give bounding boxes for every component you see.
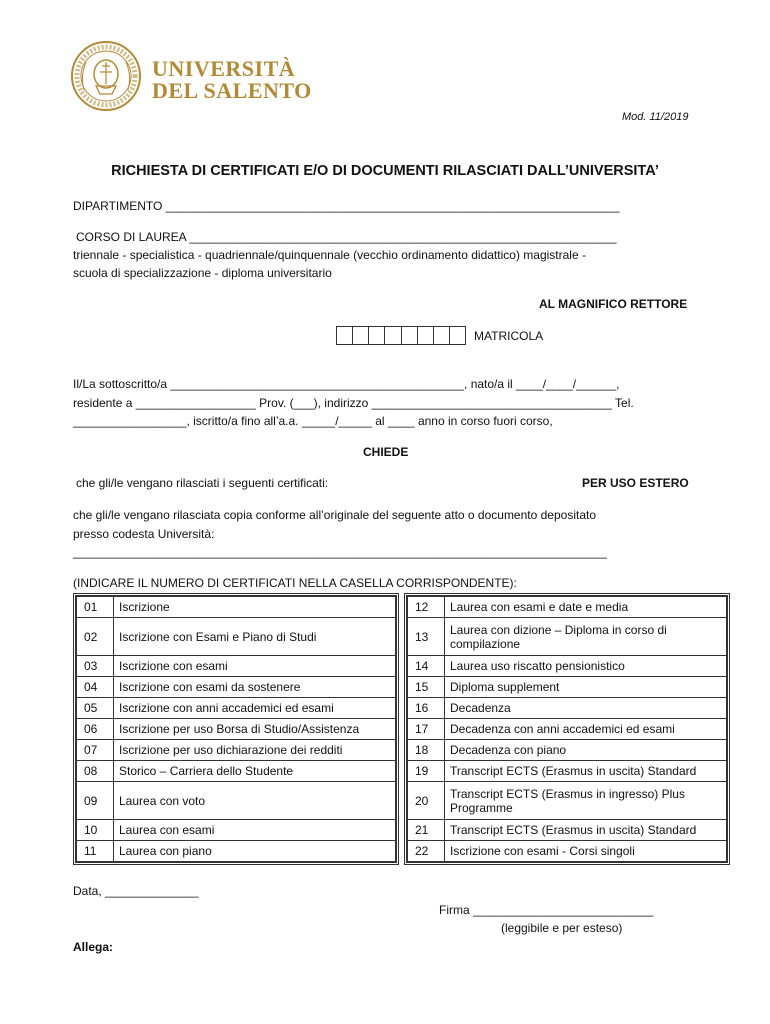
certificate-number[interactable]: 02 bbox=[77, 618, 114, 656]
certificate-label: Iscrizione con esami bbox=[114, 656, 396, 677]
matricola-input[interactable] bbox=[336, 326, 466, 345]
signature-field[interactable]: Firma ___________________________ bbox=[439, 903, 654, 917]
certificate-label: Laurea con dizione – Diploma in corso di compilazione bbox=[445, 618, 727, 656]
certificate-row[interactable] bbox=[77, 719, 396, 740]
certificate-number[interactable]: 05 bbox=[77, 698, 114, 719]
certificate-label: Decadenza con piano bbox=[445, 740, 727, 761]
certificate-label: Transcript ECTS (Erasmus in ingresso) Plus Programme bbox=[445, 782, 727, 820]
certificate-number[interactable]: 09 bbox=[77, 782, 114, 820]
university-name-line2: DEL SALENTO bbox=[152, 78, 312, 103]
certificate-number[interactable]: 22 bbox=[408, 841, 445, 862]
university-seal-icon bbox=[70, 40, 142, 112]
certificate-row[interactable] bbox=[408, 740, 727, 761]
certificate-label: Iscrizione bbox=[114, 597, 396, 618]
attachments-label: Allega: bbox=[73, 940, 114, 954]
certificate-number[interactable]: 18 bbox=[408, 740, 445, 761]
certificate-number[interactable]: 04 bbox=[77, 677, 114, 698]
certificate-row[interactable] bbox=[77, 618, 396, 656]
certificate-label: Transcript ECTS (Erasmus in uscita) Standard bbox=[445, 820, 727, 841]
certificate-row[interactable] bbox=[408, 820, 727, 841]
certificate-row[interactable] bbox=[77, 677, 396, 698]
applicant-line1[interactable]: Il/La sottoscritto/a ____________________________________________, nato/a il ____/____/______, bbox=[73, 377, 620, 391]
certificate-label: Diploma supplement bbox=[445, 677, 727, 698]
certificate-label: Iscrizione con esami - Corsi singoli bbox=[445, 841, 727, 862]
certificate-label: Iscrizione con anni accademici ed esami bbox=[114, 698, 396, 719]
university-name-line1: UNIVERSITÀ bbox=[152, 56, 296, 81]
certificate-row[interactable] bbox=[77, 782, 396, 820]
certificate-number[interactable]: 20 bbox=[408, 782, 445, 820]
certificate-row[interactable] bbox=[408, 719, 727, 740]
corso-field[interactable]: CORSO DI LAUREA ________________________________________________________________ bbox=[76, 230, 617, 244]
signature-note: (leggibile e per esteso) bbox=[501, 921, 623, 935]
certificate-row[interactable] bbox=[408, 698, 727, 719]
certificate-label: Laurea uso riscatto pensionistico bbox=[445, 656, 727, 677]
certificate-number[interactable]: 12 bbox=[408, 597, 445, 618]
certificate-row[interactable] bbox=[77, 841, 396, 862]
certificates-table-left bbox=[73, 593, 399, 865]
certificate-label: Laurea con esami bbox=[114, 820, 396, 841]
certificate-number[interactable]: 08 bbox=[77, 761, 114, 782]
matricola-label: MATRICOLA bbox=[474, 329, 544, 343]
certificate-label: Iscrizione con esami da sostenere bbox=[114, 677, 396, 698]
copy-document-field[interactable]: ________________________________________________________________________________ bbox=[73, 545, 607, 559]
certificate-number[interactable]: 16 bbox=[408, 698, 445, 719]
applicant-line2[interactable]: residente a __________________ Prov. (___), indirizzo ____________________________________ Tel. bbox=[73, 396, 634, 410]
copy-request-line1: che gli/le vengano rilasciata copia conforme all’originale del seguente atto o documento depositato bbox=[73, 508, 597, 522]
certificate-row[interactable] bbox=[408, 761, 727, 782]
certificate-number[interactable]: 17 bbox=[408, 719, 445, 740]
certificate-label: Laurea con voto bbox=[114, 782, 396, 820]
certificate-row[interactable] bbox=[77, 820, 396, 841]
certificate-number[interactable]: 14 bbox=[408, 656, 445, 677]
certificate-row[interactable] bbox=[77, 597, 396, 618]
certificate-label: Iscrizione con Esami e Piano di Studi bbox=[114, 618, 396, 656]
foreign-use-label: PER USO ESTERO bbox=[582, 476, 689, 490]
chiede-heading: CHIEDE bbox=[363, 445, 409, 459]
certificate-number[interactable]: 01 bbox=[77, 597, 114, 618]
certificate-label: Iscrizione per uso Borsa di Studio/Assistenza bbox=[114, 719, 396, 740]
certificate-number[interactable]: 19 bbox=[408, 761, 445, 782]
certificate-number[interactable]: 07 bbox=[77, 740, 114, 761]
certificate-label: Decadenza con anni accademici ed esami bbox=[445, 719, 727, 740]
module-code: Mod. 11/2019 bbox=[622, 111, 689, 123]
request-line: che gli/le vengano rilasciati i seguenti certificati: bbox=[76, 476, 329, 490]
course-types-line1: triennale - specialistica - quadriennale/quinquennale (vecchio ordinamento didattico) magistrale - bbox=[73, 248, 586, 262]
course-types-line2: scuola di specializzazione - diploma universitario bbox=[73, 266, 332, 280]
certificate-number[interactable]: 11 bbox=[77, 841, 114, 862]
certificate-label: Decadenza bbox=[445, 698, 727, 719]
certificate-number[interactable]: 06 bbox=[77, 719, 114, 740]
certificate-number[interactable]: 15 bbox=[408, 677, 445, 698]
dipartimento-field[interactable]: DIPARTIMENTO ____________________________________________________________________ bbox=[73, 199, 620, 213]
certificate-row[interactable] bbox=[77, 740, 396, 761]
certificate-number[interactable]: 13 bbox=[408, 618, 445, 656]
certificate-row[interactable] bbox=[408, 597, 727, 618]
certificate-row[interactable] bbox=[77, 761, 396, 782]
certificate-label: Iscrizione per uso dichiarazione dei redditi bbox=[114, 740, 396, 761]
certificate-label: Laurea con esami e date e media bbox=[445, 597, 727, 618]
applicant-line3[interactable]: _________________, iscritto/a fino all’a.a. _____/_____ al ____ anno in corso fuori corso, bbox=[73, 414, 553, 428]
certificate-row[interactable] bbox=[408, 841, 727, 862]
certificate-number[interactable]: 10 bbox=[77, 820, 114, 841]
certificate-row[interactable] bbox=[77, 656, 396, 677]
form-title: RICHIESTA DI CERTIFICATI E/O DI DOCUMENTI RILASCIATI DALL’UNIVERSITA’ bbox=[111, 163, 659, 179]
certificate-number[interactable]: 21 bbox=[408, 820, 445, 841]
copy-request-line2: presso codesta Università: bbox=[73, 527, 215, 541]
certificate-label: Laurea con piano bbox=[114, 841, 396, 862]
certificate-row[interactable] bbox=[408, 677, 727, 698]
certificate-row[interactable] bbox=[77, 698, 396, 719]
certificate-row[interactable] bbox=[408, 782, 727, 820]
certificate-label: Transcript ECTS (Erasmus in uscita) Standard bbox=[445, 761, 727, 782]
certificate-row[interactable] bbox=[408, 618, 727, 656]
date-field[interactable]: Data, ______________ bbox=[73, 884, 199, 898]
certificate-row[interactable] bbox=[408, 656, 727, 677]
certificate-number[interactable]: 03 bbox=[77, 656, 114, 677]
certificate-label: Storico – Carriera dello Studente bbox=[114, 761, 396, 782]
certificates-table-right bbox=[404, 593, 730, 865]
instructions: (INDICARE IL NUMERO DI CERTIFICATI NELLA CASELLA CORRISPONDENTE): bbox=[73, 576, 517, 590]
addressee: AL MAGNIFICO RETTORE bbox=[539, 297, 688, 311]
